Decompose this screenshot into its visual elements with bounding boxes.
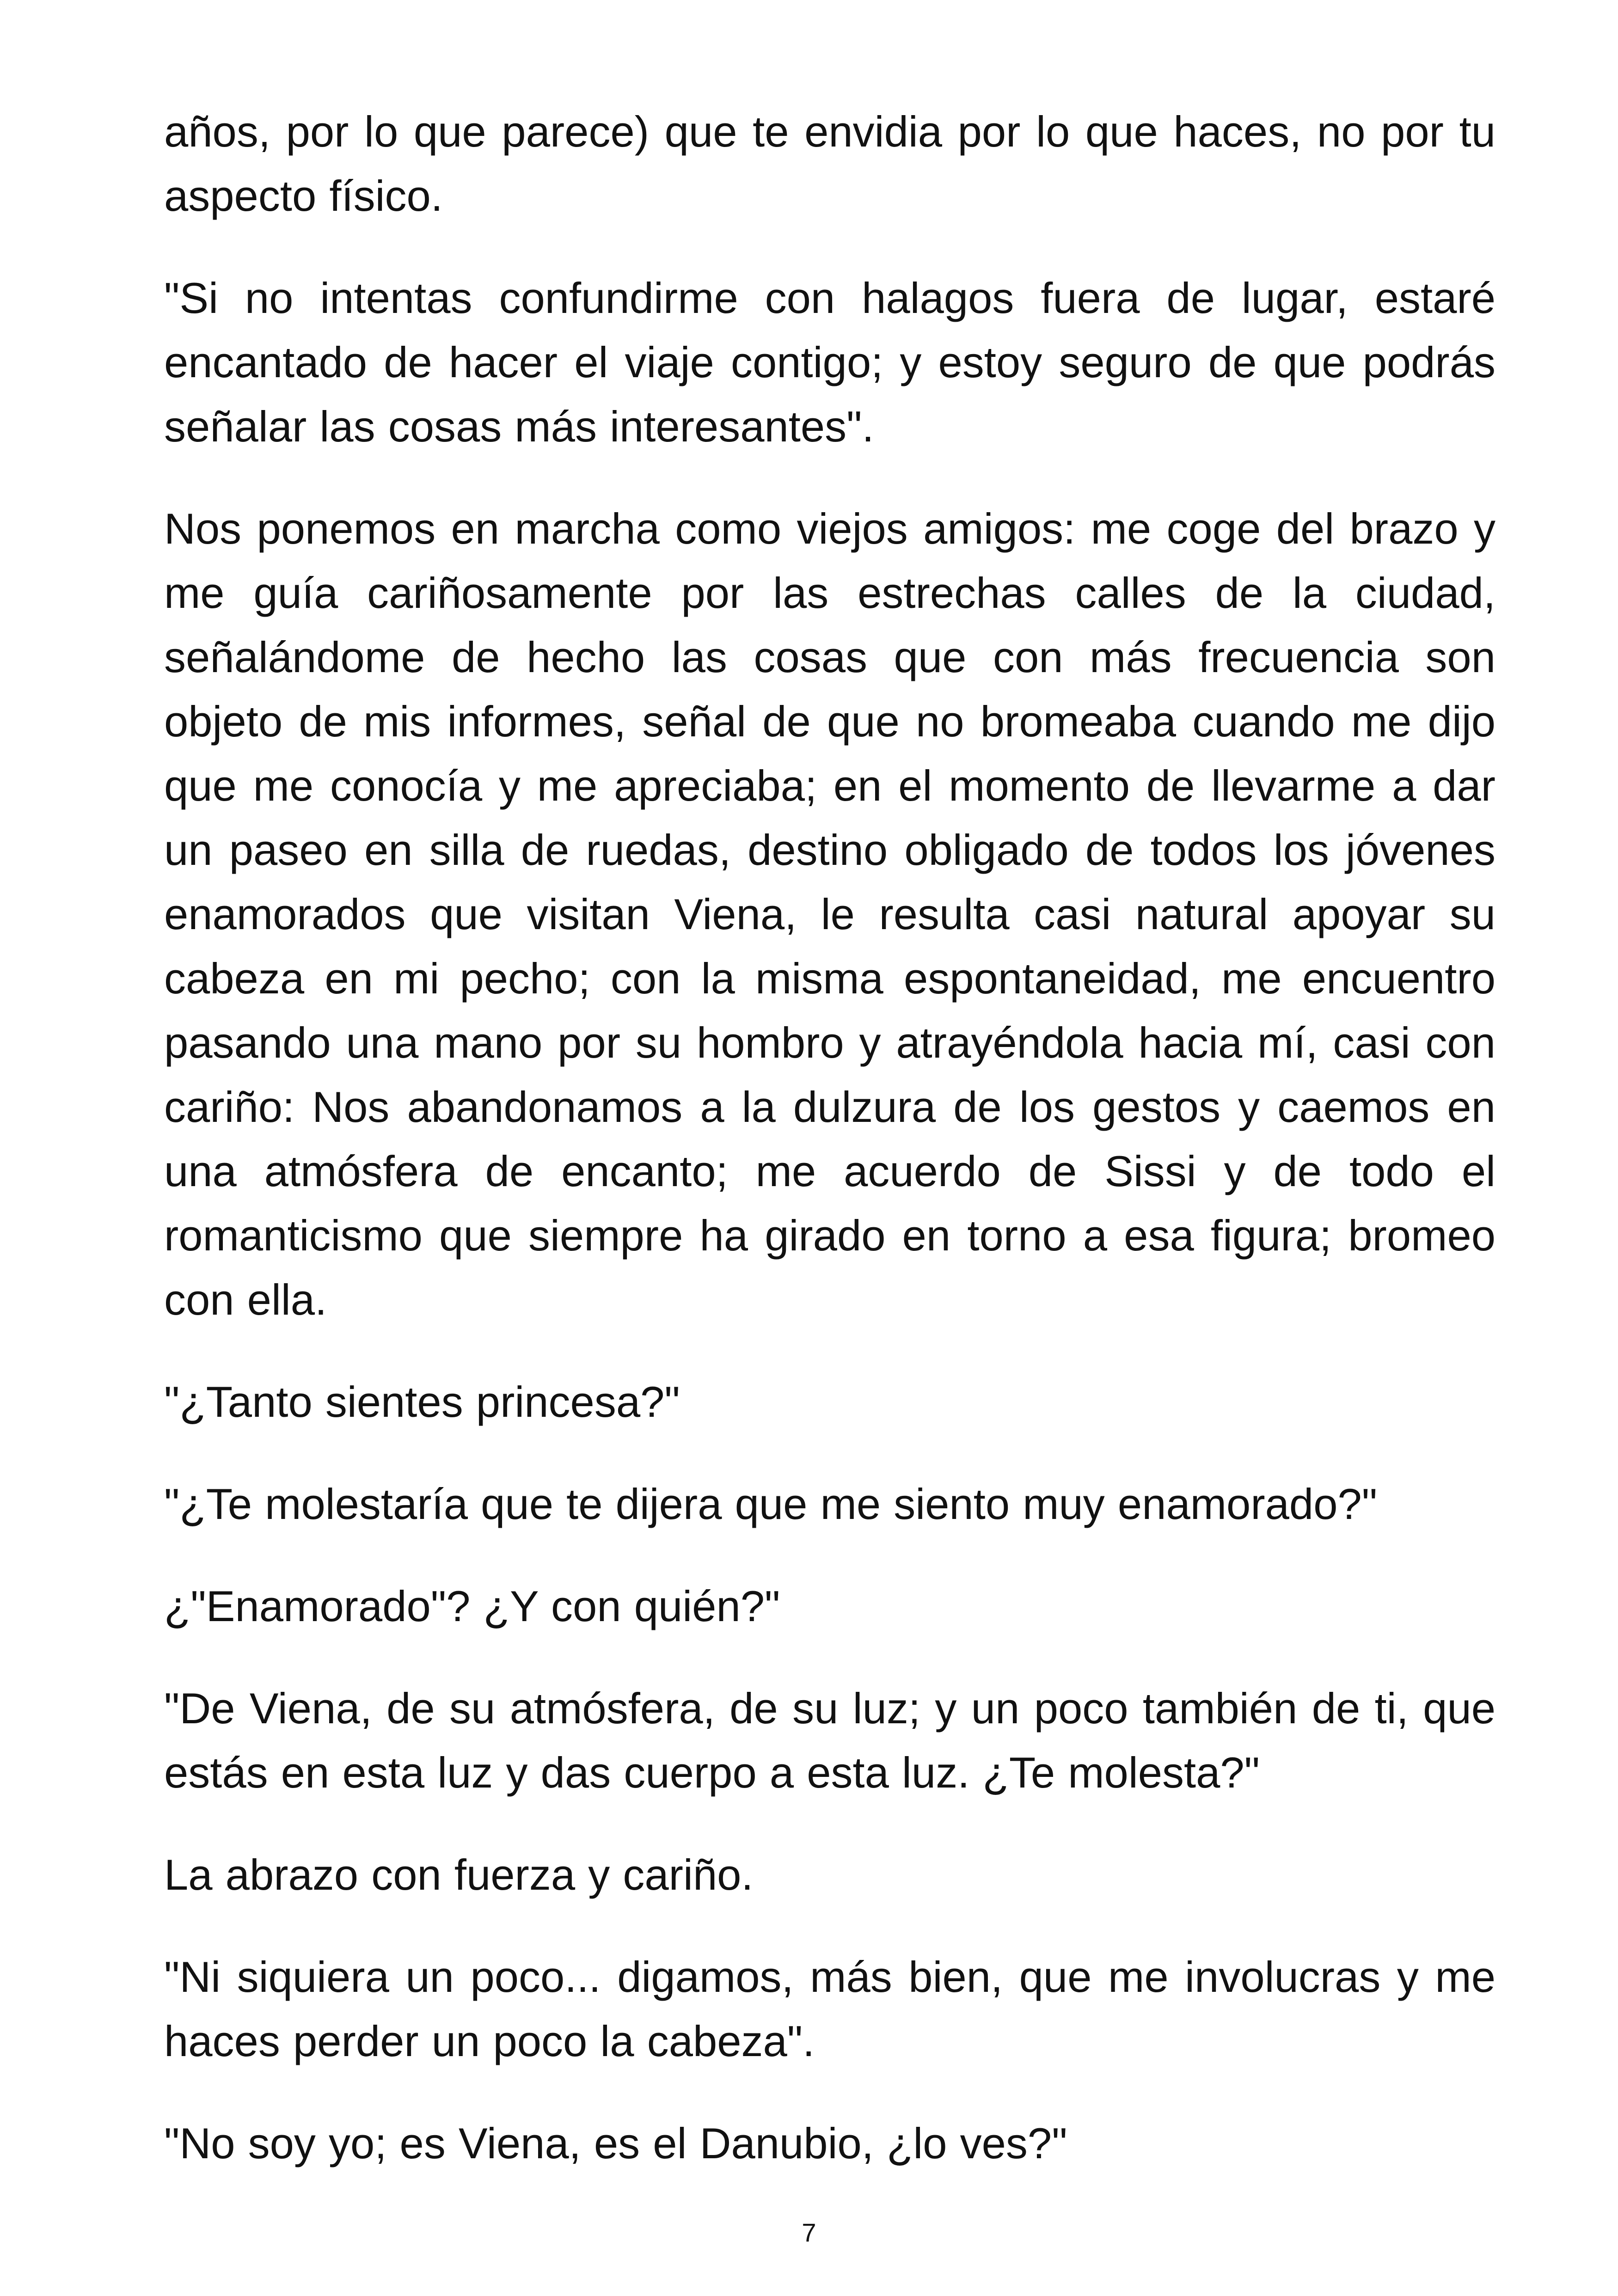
paragraph: "Si no intentas confundirme con halagos fuera de lugar, estaré encantado de hacer el viaje contigo; y estoy seguro de que podrás señalar las cosas más interesantes". (164, 274, 1495, 451)
paragraph: "¿Tanto sientes princesa?" (164, 1378, 680, 1426)
paragraph: "¿Te molestaría que te dijera que me siento muy enamorado?" (164, 1480, 1378, 1528)
page-number: 7 (802, 2218, 816, 2247)
paragraph: Nos ponemos en marcha como viejos amigos: me coge del brazo y me guía cariñosamente por las estrechas calles de la ciudad, señalándome de hecho las cosas que con más frecuencia son objeto de mis informes, señal de que no bromeaba cuando me dijo que me conocía y me apreciaba; en el momento de llevarme a dar un paseo en silla de ruedas, destino obligado de todos los jóvenes enamorados que visitan Viena, le resulta casi natural apoyar su cabeza en mi pecho; con la misma espontaneidad, me encuentro pasando una mano por su hombro y atrayéndola hacia mí, casi con cariño: Nos abandonamos a la dulzura de los gestos y caemos en una atmósfera de encanto; me acuerdo de Sissi y de todo el romanticismo que siempre ha girado en torno a esa figura; bromeo con ella. (164, 504, 1495, 1324)
body-text (164, 99, 1495, 2213)
paragraph: La abrazo con fuerza y cariño. (164, 1850, 754, 1899)
paragraph: años, por lo que parece) que te envidia por lo que haces, no por tu aspecto físico. (164, 107, 1495, 220)
paragraph: "Ni siquiera un poco... digamos, más bien, que me involucras y me haces perder un poco la cabeza". (164, 1953, 1495, 2065)
paragraph: "De Viena, de su atmósfera, de su luz; y un poco también de ti, que estás en esta luz y das cuerpo a esta luz. ¿Te molesta?" (164, 1684, 1495, 1797)
paragraph: "No soy yo; es Viena, es el Danubio, ¿lo ves?" (164, 2119, 1067, 2167)
paragraph: ¿"Enamorado"? ¿Y con quién?" (164, 1582, 780, 1630)
